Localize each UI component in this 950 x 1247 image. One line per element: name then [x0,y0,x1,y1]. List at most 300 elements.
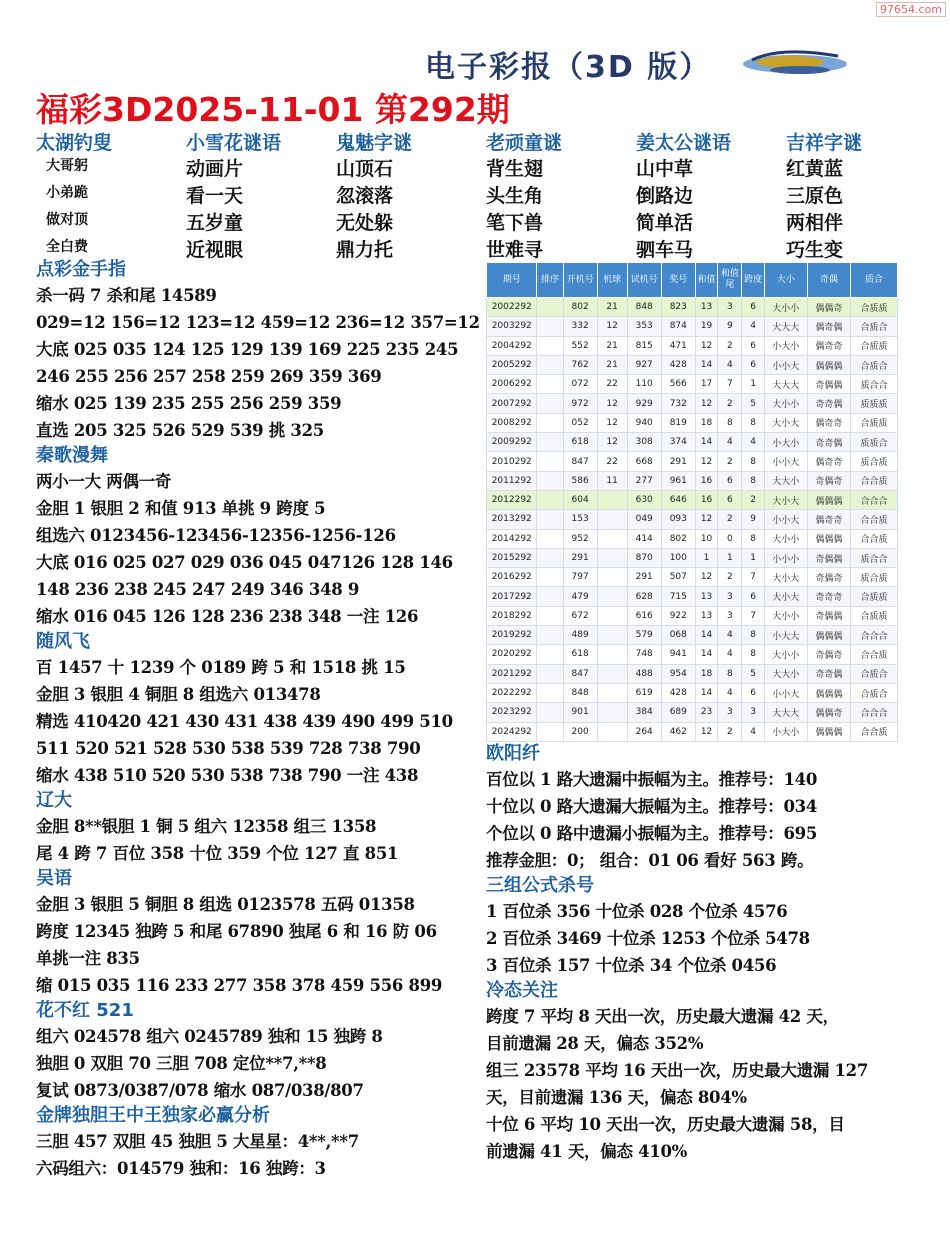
section-line: 组六 024578 组六 0245789 独和 15 独跨 8 [36,1027,383,1046]
table-cell: 2024292 [487,722,537,741]
table-cell: 488 [627,664,661,683]
table-cell [597,722,627,741]
table-cell [537,548,563,567]
table-cell: 大小小 [764,606,807,625]
table-cell [537,645,563,664]
table-header-cell: 奖号 [661,263,695,298]
section-line: 百位以 1 路大遗漏中振幅为主。推荐号：140 [486,770,818,789]
section-line: 金胆 3 银胆 4 铜胆 8 组选六 013478 [36,685,321,704]
table-cell: 277 [627,471,661,490]
table-cell: 8 [742,645,764,664]
table-cell: 874 [661,317,695,336]
section-line: 029=12 156=12 123=12 459=12 236=12 357=12 [36,313,480,332]
table-cell: 12 [695,568,717,587]
table-cell: 922 [661,606,695,625]
section-title: 花不红 521 [36,1000,134,1021]
table-row [487,703,898,722]
history-table [486,262,898,742]
table-cell: 19 [695,317,717,336]
table-cell: 合合合 [850,626,897,645]
table-cell [537,490,563,509]
section-line: 组选六 0123456-123456-12356-1256-126 [36,526,396,545]
table-cell: 668 [627,452,661,471]
table-cell: 奇偶偶 [807,606,850,625]
section-title: 金牌独胆王中王独家必赢分析 [36,1105,270,1126]
table-cell: 大大小 [764,471,807,490]
table-row [487,626,898,645]
table-cell [597,683,627,702]
table-cell: 6 [718,490,742,509]
section-line: 百 1457 十 1239 个 0189 跨 5 和 1518 挑 15 [36,658,406,677]
table-cell: 3 [718,587,742,606]
table-cell: 奇奇奇 [807,587,850,606]
table-cell: 049 [627,510,661,529]
table-cell: 2012292 [487,490,537,509]
masthead-title: 电子彩报（3D 版） [425,50,712,85]
table-cell: 901 [563,703,597,722]
table-cell: 2 [718,568,742,587]
table-cell: 4 [742,433,764,452]
table-row [487,510,898,529]
table-cell: 308 [627,433,661,452]
table-cell: 13 [695,606,717,625]
table-cell: 21 [597,355,627,374]
table-cell: 大大大 [764,375,807,394]
section-title: 秦歌漫舞 [36,445,108,466]
table-cell: 大小大 [764,490,807,509]
table-cell: 12 [695,452,717,471]
table-cell: 偶偶偶 [807,490,850,509]
table-cell: 507 [661,568,695,587]
table-cell: 2022292 [487,683,537,702]
table-cell: 8 [742,452,764,471]
table-cell: 2021292 [487,664,537,683]
table-cell: 12 [597,413,627,432]
table-row [487,336,898,355]
table-cell [537,606,563,625]
table-cell: 9 [718,317,742,336]
table-cell: 552 [563,336,597,355]
table-cell: 12 [695,336,717,355]
riddle-item: 世难寻 [486,239,544,261]
table-cell: 大小大 [764,587,807,606]
table-cell: 2 [742,490,764,509]
table-cell: 579 [627,626,661,645]
table-cell: 2014292 [487,529,537,548]
table-cell: 偶偶奇 [807,703,850,722]
table-cell: 21 [597,336,627,355]
table-cell: 618 [563,433,597,452]
table-row [487,471,898,490]
table-cell: 618 [563,645,597,664]
table-cell: 4 [742,317,764,336]
table-cell: 672 [563,606,597,625]
table-cell: 2017292 [487,587,537,606]
table-cell: 616 [627,606,661,625]
section-title: 随风飞 [36,631,90,652]
table-cell: 14 [695,433,717,452]
riddle-column [786,128,862,262]
section-line: 缩水 025 139 235 255 256 259 359 [36,394,342,413]
table-cell: 小小大 [764,683,807,702]
table-cell: 927 [627,355,661,374]
table-cell: 合合质 [850,529,897,548]
table-cell: 462 [661,722,695,741]
table-cell: 合合合 [850,490,897,509]
section-line: 尾 4 跨 7 百位 358 十位 359 个位 127 直 851 [36,844,399,863]
table-header-cell: 跨度 [742,263,764,298]
table-cell: 奇奇偶 [807,433,850,452]
table-cell: 428 [661,683,695,702]
table-cell: 合质质 [850,606,897,625]
table-cell: 1 [718,548,742,567]
table-cell: 合质质 [850,298,897,317]
table-row [487,375,898,394]
table-row [487,548,898,567]
table-cell: 332 [563,317,597,336]
table-cell: 961 [661,471,695,490]
riddle-column [36,128,112,262]
table-row [487,355,898,374]
table-cell: 质质质 [850,394,897,413]
table-cell: 797 [563,568,597,587]
table-cell: 奇奇偶 [807,394,850,413]
riddle-heading: 姜太公谜语 [636,132,732,154]
table-cell [537,433,563,452]
table-cell: 2010292 [487,452,537,471]
table-cell: 奇偶偶 [807,548,850,567]
table-cell: 合合质 [850,645,897,664]
section-line: 目前遗漏 28 天，偏态 352% [486,1034,704,1053]
table-cell: 偶偶偶 [807,683,850,702]
table-cell: 大大大 [764,317,807,336]
table-cell: 12 [695,510,717,529]
table-row [487,683,898,702]
left-column [36,258,480,1182]
table-row [487,394,898,413]
riddle-item: 近视眼 [186,239,244,261]
watermark: 97654.com [876,2,946,17]
table-cell [597,568,627,587]
section-line: 直选 205 325 526 529 539 挑 325 [36,421,324,440]
table-header-cell: 奇偶 [807,263,850,298]
table-cell: 大大小 [764,664,807,683]
section-line: 511 520 521 528 530 538 539 728 738 790 [36,739,421,758]
section-line: 大底 025 035 124 125 129 139 169 225 235 245 [36,340,459,359]
table-cell: 合质合 [850,683,897,702]
table-cell: 848 [563,683,597,702]
table-header-cell: 和值 [695,263,717,298]
section-line: 天，目前遗漏 136 天，偏态 804% [486,1088,747,1107]
section-line: 缩 015 035 116 233 277 358 378 459 556 899 [36,976,443,995]
table-cell [597,529,627,548]
table-cell: 3 [718,298,742,317]
logo-icon [740,40,850,80]
table-cell: 353 [627,317,661,336]
table-cell [597,587,627,606]
table-cell: 8 [718,664,742,683]
table-cell: 5 [742,394,764,413]
table-cell: 质合合 [850,375,897,394]
table-cell: 6 [742,683,764,702]
table-cell: 18 [695,664,717,683]
riddle-item: 五岁童 [186,212,244,234]
riddle-grid [36,128,936,260]
table-cell: 2007292 [487,394,537,413]
table-cell: 小大小 [764,336,807,355]
table-cell: 大大大 [764,703,807,722]
table-cell: 8 [742,471,764,490]
table-cell: 4 [718,433,742,452]
table-cell [597,703,627,722]
table-cell: 848 [627,298,661,317]
table-cell: 16 [695,471,717,490]
section-title: 辽大 [36,790,72,811]
table-cell: 0 [718,529,742,548]
section-title: 吴语 [36,868,72,889]
table-cell: 大小小 [764,298,807,317]
table-cell [537,664,563,683]
section-line: 1 百位杀 356 十位杀 028 个位杀 4576 [486,902,788,921]
table-cell: 12 [597,433,627,452]
table-cell: 748 [627,645,661,664]
table-cell: 2011292 [487,471,537,490]
table-cell: 489 [563,626,597,645]
table-cell [597,664,627,683]
table-cell [537,413,563,432]
table-cell: 4 [718,626,742,645]
table-cell [537,587,563,606]
table-cell: 偶偶奇 [807,298,850,317]
section-title: 欧阳纤 [486,743,540,764]
section-title: 冷态关注 [486,980,558,1001]
table-cell: 2003292 [487,317,537,336]
table-cell: 3 [742,703,764,722]
table-cell: 合质质 [850,336,897,355]
table-row [487,664,898,683]
table-cell: 819 [661,413,695,432]
table-cell: 952 [563,529,597,548]
section-line: 精选 410420 421 430 431 438 439 490 499 510 [36,712,453,731]
table-cell: 2018292 [487,606,537,625]
section-title: 点彩金手指 [36,259,126,280]
table-cell: 13 [695,298,717,317]
table-cell: 2008292 [487,413,537,432]
table-row [487,529,898,548]
table-cell [597,645,627,664]
table-cell: 8 [742,626,764,645]
riddle-item: 忽滚落 [336,185,394,207]
table-cell: 合质质 [850,587,897,606]
table-cell: 1 [742,375,764,394]
table-cell: 11 [597,471,627,490]
riddle-item: 头生角 [486,185,544,207]
riddle-item: 三原色 [786,185,844,207]
table-cell: 2016292 [487,568,537,587]
table-header-cell: 开机号 [563,263,597,298]
table-cell: 479 [563,587,597,606]
table-cell: 2 [718,394,742,413]
table-cell: 质合质 [850,568,897,587]
table-cell [537,394,563,413]
table-row [487,722,898,741]
riddle-item: 做对顶 [46,212,88,228]
table-cell: 823 [661,298,695,317]
table-row [487,452,898,471]
section-line: 缩水 438 510 520 530 538 738 790 一注 438 [36,766,419,785]
table-cell: 2 [718,336,742,355]
table-cell: 291 [563,548,597,567]
table-cell: 小小大 [764,510,807,529]
table-row [487,413,898,432]
table-cell: 052 [563,413,597,432]
table-cell: 6 [742,587,764,606]
table-cell: 929 [627,394,661,413]
table-cell: 12 [597,394,627,413]
table-row [487,587,898,606]
table-cell: 374 [661,433,695,452]
table-cell: 偶奇奇 [807,510,850,529]
section-line: 独胆 0 双胆 70 三胆 708 定位**7,**8 [36,1054,327,1073]
table-cell [537,683,563,702]
table-header-cell: 质合 [850,263,897,298]
table-cell: 802 [563,298,597,317]
section-line: 3 百位杀 157 十位杀 34 个位杀 0456 [486,956,777,975]
table-cell: 大小小 [764,394,807,413]
table-cell: 偶偶偶 [807,722,850,741]
table-cell: 630 [627,490,661,509]
table-cell: 奇奇偶 [807,664,850,683]
riddle-item: 两相伴 [786,212,844,234]
riddle-item: 小弟跪 [46,185,88,201]
table-cell: 2004292 [487,336,537,355]
table-cell: 合质合 [850,664,897,683]
table-cell: 941 [661,645,695,664]
table-cell [537,336,563,355]
table-cell: 小大小 [764,722,807,741]
riddle-item: 动画片 [186,158,244,180]
table-cell: 9 [742,510,764,529]
riddle-item: 红黄蓝 [786,158,844,180]
table-cell: 414 [627,529,661,548]
table-cell: 4 [718,645,742,664]
table-cell [537,529,563,548]
section-line: 148 236 238 245 247 249 346 348 9 [36,580,360,599]
table-row [487,490,898,509]
section-line: 246 255 256 257 258 259 269 359 369 [36,367,382,386]
table-cell: 质合质 [850,452,897,471]
section-line: 两小一大 两偶一奇 [36,472,172,491]
section-line: 十位 6 平均 10 天出一次，历史最大遗漏 58，目 [486,1115,845,1134]
section-line: 大底 016 025 027 029 036 045 047126 128 146 [36,553,453,572]
section-line: 推荐金胆：0； 组合：01 06 看好 563 跨。 [486,851,814,870]
right-column [486,742,926,1165]
table-cell: 22 [597,375,627,394]
table-cell: 847 [563,664,597,683]
table-cell [597,606,627,625]
table-cell: 质合合 [850,548,897,567]
riddle-item: 驷车马 [636,239,694,261]
table-cell: 小小大 [764,452,807,471]
table-cell: 合质质 [850,413,897,432]
table-cell: 21 [597,298,627,317]
table-cell: 2019292 [487,626,537,645]
table-cell: 17 [695,375,717,394]
table-cell [537,355,563,374]
riddle-column [636,128,731,262]
table-cell: 6 [742,336,764,355]
table-header-cell: 期号 [487,263,537,298]
table-row [487,645,898,664]
section-line: 2 百位杀 3469 十位杀 1253 个位杀 5478 [486,929,810,948]
table-cell: 合质合 [850,317,897,336]
table-row [487,317,898,336]
table-cell: 264 [627,722,661,741]
table-cell [537,568,563,587]
table-cell [537,471,563,490]
table-cell: 大小小 [764,645,807,664]
table-row [487,433,898,452]
table-cell: 646 [661,490,695,509]
table-cell [537,722,563,741]
table-cell: 2002292 [487,298,537,317]
section-line: 跨度 7 平均 8 天出一次，历史最大遗漏 42 天， [486,1007,839,1026]
riddle-heading: 小雪花谜语 [186,132,282,154]
riddle-item: 巧生变 [786,239,844,261]
riddle-column [186,128,281,262]
table-cell: 偶偶偶 [807,626,850,645]
table-cell: 2015292 [487,548,537,567]
table-cell [597,490,627,509]
table-row [487,568,898,587]
table-cell [537,626,563,645]
table-cell: 7 [742,568,764,587]
riddle-item: 背生翅 [486,158,544,180]
table-cell: 1 [695,548,717,567]
table-cell [537,375,563,394]
table-cell: 2023292 [487,703,537,722]
section-line: 三胆 457 双胆 45 独胆 5 大星星：4**,**7 [36,1132,359,1151]
table-cell: 13 [695,587,717,606]
table-cell: 2005292 [487,355,537,374]
riddle-heading: 鬼魅字谜 [336,132,413,154]
riddle-item: 看一天 [186,185,244,207]
table-cell: 奇偶奇 [807,471,850,490]
table-cell [597,626,627,645]
table-cell: 972 [563,394,597,413]
table-cell: 12 [597,317,627,336]
section-line: 杀一码 7 杀和尾 14589 [36,286,217,305]
riddle-column [486,128,562,262]
table-cell: 23 [695,703,717,722]
table-cell: 1 [742,548,764,567]
section-line: 金胆 8**银胆 1 铜 5 组六 12358 组三 1358 [36,817,377,836]
table-cell [597,510,627,529]
section-line: 金胆 1 银胆 2 和值 913 单挑 9 跨度 5 [36,499,326,518]
riddle-item: 山顶石 [336,158,394,180]
table-cell: 7 [718,375,742,394]
table-cell: 802 [661,529,695,548]
table-row [487,298,898,317]
riddle-item: 简单活 [636,212,694,234]
table-cell: 14 [695,683,717,702]
table-cell: 合合合 [850,703,897,722]
table-cell: 奇偶偶 [807,375,850,394]
table-cell: 22 [597,452,627,471]
table-cell: 大小大 [764,413,807,432]
table-cell: 合合质 [850,722,897,741]
table-cell: 153 [563,510,597,529]
